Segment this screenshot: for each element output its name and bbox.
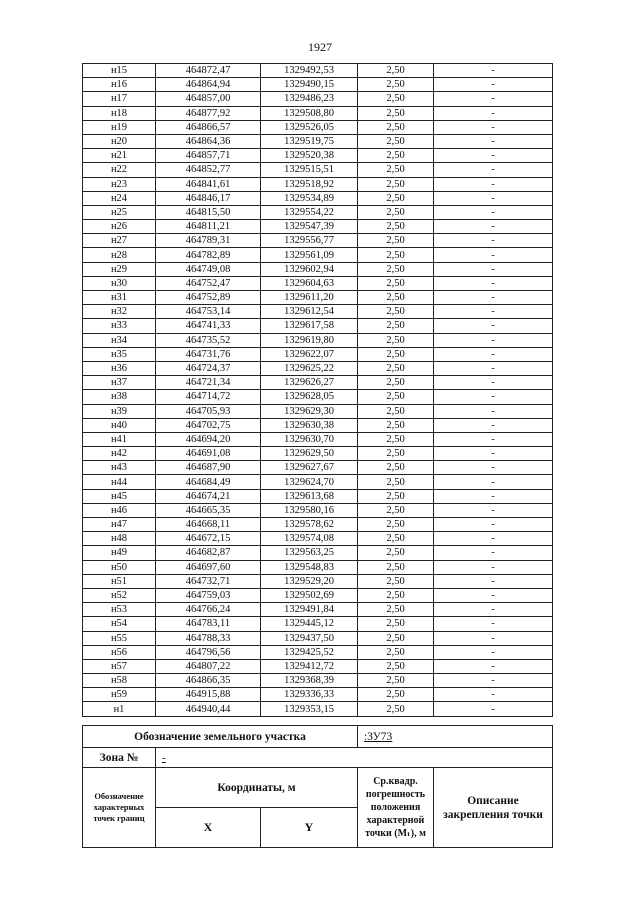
table-row bbox=[83, 574, 553, 588]
point-name: н56 bbox=[83, 645, 156, 659]
accuracy-value: 2,50 bbox=[358, 461, 434, 475]
description-value: - bbox=[434, 64, 553, 78]
description-value: - bbox=[434, 532, 553, 546]
page-number: 1927 bbox=[308, 40, 332, 54]
point-name: н30 bbox=[83, 276, 156, 290]
description-value: - bbox=[434, 106, 553, 120]
table-row bbox=[83, 588, 553, 602]
y-coordinate: 1329580,16 bbox=[261, 503, 358, 517]
y-coordinate: 1329519,75 bbox=[261, 134, 358, 148]
y-coordinate: 1329626,27 bbox=[261, 376, 358, 390]
table-row bbox=[83, 376, 553, 390]
table-row bbox=[83, 461, 553, 475]
x-coordinate: 464705,93 bbox=[156, 404, 261, 418]
coords-header: Координаты, м bbox=[156, 768, 358, 808]
table-row bbox=[83, 177, 553, 191]
point-name: н53 bbox=[83, 603, 156, 617]
accuracy-value: 2,50 bbox=[358, 617, 434, 631]
point-name: н49 bbox=[83, 546, 156, 560]
x-coordinate: 464815,50 bbox=[156, 205, 261, 219]
y-coordinate: 1329617,58 bbox=[261, 319, 358, 333]
table-row bbox=[83, 333, 553, 347]
accuracy-value: 2,50 bbox=[358, 518, 434, 532]
x-coordinate: 464866,57 bbox=[156, 120, 261, 134]
accuracy-header: Ср.квадр. погрешность положения характерной точки (Mₜ), м bbox=[358, 768, 434, 848]
table-row bbox=[83, 64, 553, 78]
description-value: - bbox=[434, 163, 553, 177]
table-row bbox=[83, 404, 553, 418]
accuracy-value: 2,50 bbox=[358, 78, 434, 92]
accuracy-value: 2,50 bbox=[358, 475, 434, 489]
description-value: - bbox=[434, 645, 553, 659]
x-header: X bbox=[156, 808, 261, 848]
point-name: н35 bbox=[83, 347, 156, 361]
parcel-table bbox=[82, 725, 553, 848]
description-value: - bbox=[434, 518, 553, 532]
accuracy-value: 2,50 bbox=[358, 177, 434, 191]
y-coordinate: 1329630,38 bbox=[261, 418, 358, 432]
accuracy-value: 2,50 bbox=[358, 191, 434, 205]
table-row bbox=[83, 659, 553, 673]
point-name: н59 bbox=[83, 688, 156, 702]
coordinates-table bbox=[82, 63, 553, 717]
accuracy-value: 2,50 bbox=[358, 163, 434, 177]
table-row bbox=[83, 106, 553, 120]
point-name: н50 bbox=[83, 560, 156, 574]
description-value: - bbox=[434, 489, 553, 503]
description-value: - bbox=[434, 319, 553, 333]
accuracy-value: 2,50 bbox=[358, 248, 434, 262]
x-coordinate: 464789,31 bbox=[156, 234, 261, 248]
x-coordinate: 464796,56 bbox=[156, 645, 261, 659]
y-coordinate: 1329534,89 bbox=[261, 191, 358, 205]
accuracy-value: 2,50 bbox=[358, 361, 434, 375]
y-coordinate: 1329368,39 bbox=[261, 674, 358, 688]
description-value: - bbox=[434, 404, 553, 418]
point-name: н47 bbox=[83, 518, 156, 532]
x-coordinate: 464807,22 bbox=[156, 659, 261, 673]
x-coordinate: 464672,15 bbox=[156, 532, 261, 546]
point-name: н16 bbox=[83, 78, 156, 92]
y-coordinate: 1329490,15 bbox=[261, 78, 358, 92]
accuracy-value: 2,50 bbox=[358, 134, 434, 148]
x-coordinate: 464915,88 bbox=[156, 688, 261, 702]
x-coordinate: 464788,33 bbox=[156, 631, 261, 645]
table-row bbox=[83, 191, 553, 205]
x-coordinate: 464687,90 bbox=[156, 461, 261, 475]
description-value: - bbox=[434, 291, 553, 305]
description-value: - bbox=[434, 333, 553, 347]
point-name: н44 bbox=[83, 475, 156, 489]
x-coordinate: 464731,76 bbox=[156, 347, 261, 361]
y-coordinate: 1329529,20 bbox=[261, 574, 358, 588]
x-coordinate: 464872,47 bbox=[156, 64, 261, 78]
x-coordinate: 464752,89 bbox=[156, 291, 261, 305]
accuracy-value: 2,50 bbox=[358, 603, 434, 617]
table-row bbox=[83, 291, 553, 305]
x-coordinate: 464857,00 bbox=[156, 92, 261, 106]
x-coordinate: 464877,92 bbox=[156, 106, 261, 120]
point-name: н37 bbox=[83, 376, 156, 390]
accuracy-value: 2,50 bbox=[358, 319, 434, 333]
description-value: - bbox=[434, 461, 553, 475]
y-coordinate: 1329502,69 bbox=[261, 588, 358, 602]
table-row bbox=[83, 234, 553, 248]
point-name: н51 bbox=[83, 574, 156, 588]
parcel-label: Обозначение земельного участка bbox=[83, 726, 358, 748]
point-name: н26 bbox=[83, 220, 156, 234]
accuracy-value: 2,50 bbox=[358, 390, 434, 404]
table-row bbox=[83, 418, 553, 432]
accuracy-value: 2,50 bbox=[358, 418, 434, 432]
table-row bbox=[83, 248, 553, 262]
y-coordinate: 1329613,68 bbox=[261, 489, 358, 503]
table-row bbox=[83, 546, 553, 560]
table-row bbox=[83, 120, 553, 134]
x-coordinate: 464940,44 bbox=[156, 702, 261, 716]
table-row bbox=[83, 603, 553, 617]
accuracy-value: 2,50 bbox=[358, 659, 434, 673]
accuracy-value: 2,50 bbox=[358, 234, 434, 248]
x-coordinate: 464697,60 bbox=[156, 560, 261, 574]
description-value: - bbox=[434, 134, 553, 148]
table-row bbox=[83, 134, 553, 148]
description-value: - bbox=[434, 276, 553, 290]
x-coordinate: 464766,24 bbox=[156, 603, 261, 617]
table-row bbox=[83, 447, 553, 461]
description-value: - bbox=[434, 560, 553, 574]
y-coordinate: 1329353,15 bbox=[261, 702, 358, 716]
y-coordinate: 1329622,07 bbox=[261, 347, 358, 361]
point-name: н40 bbox=[83, 418, 156, 432]
y-coordinate: 1329445,12 bbox=[261, 617, 358, 631]
description-value: - bbox=[434, 475, 553, 489]
y-coordinate: 1329628,05 bbox=[261, 390, 358, 404]
point-name: н39 bbox=[83, 404, 156, 418]
point-name: н17 bbox=[83, 92, 156, 106]
point-name: н45 bbox=[83, 489, 156, 503]
point-name: н29 bbox=[83, 262, 156, 276]
description-value: - bbox=[434, 688, 553, 702]
x-coordinate: 464864,36 bbox=[156, 134, 261, 148]
point-name: н15 bbox=[83, 64, 156, 78]
point-name: н43 bbox=[83, 461, 156, 475]
description-value: - bbox=[434, 702, 553, 716]
point-name: н38 bbox=[83, 390, 156, 404]
x-coordinate: 464741,33 bbox=[156, 319, 261, 333]
accuracy-value: 2,50 bbox=[358, 149, 434, 163]
y-coordinate: 1329611,20 bbox=[261, 291, 358, 305]
y-coordinate: 1329629,30 bbox=[261, 404, 358, 418]
table-row bbox=[83, 205, 553, 219]
point-name: н22 bbox=[83, 163, 156, 177]
parcel-value: :ЗУ73 bbox=[358, 726, 553, 748]
accuracy-value: 2,50 bbox=[358, 532, 434, 546]
y-coordinate: 1329412,72 bbox=[261, 659, 358, 673]
y-coordinate: 1329602,94 bbox=[261, 262, 358, 276]
table-row bbox=[83, 489, 553, 503]
point-header: Обозначение характерных точек границ bbox=[83, 768, 156, 848]
point-name: н54 bbox=[83, 617, 156, 631]
x-coordinate: 464857,71 bbox=[156, 149, 261, 163]
point-name: н1 bbox=[83, 702, 156, 716]
y-coordinate: 1329486,23 bbox=[261, 92, 358, 106]
accuracy-value: 2,50 bbox=[358, 688, 434, 702]
description-value: - bbox=[434, 305, 553, 319]
accuracy-value: 2,50 bbox=[358, 674, 434, 688]
description-value: - bbox=[434, 78, 553, 92]
accuracy-value: 2,50 bbox=[358, 262, 434, 276]
x-coordinate: 464866,35 bbox=[156, 674, 261, 688]
description-value: - bbox=[434, 659, 553, 673]
point-name: н42 bbox=[83, 447, 156, 461]
description-value: - bbox=[434, 588, 553, 602]
accuracy-value: 2,50 bbox=[358, 702, 434, 716]
table-row bbox=[83, 220, 553, 234]
accuracy-value: 2,50 bbox=[358, 376, 434, 390]
y-coordinate: 1329520,38 bbox=[261, 149, 358, 163]
accuracy-value: 2,50 bbox=[358, 645, 434, 659]
zone-label: Зона № bbox=[83, 748, 156, 768]
x-coordinate: 464783,11 bbox=[156, 617, 261, 631]
point-name: н57 bbox=[83, 659, 156, 673]
table-row bbox=[83, 361, 553, 375]
point-name: н18 bbox=[83, 106, 156, 120]
description-value: - bbox=[434, 234, 553, 248]
y-coordinate: 1329561,09 bbox=[261, 248, 358, 262]
accuracy-value: 2,50 bbox=[358, 404, 434, 418]
x-coordinate: 464674,21 bbox=[156, 489, 261, 503]
x-coordinate: 464721,34 bbox=[156, 376, 261, 390]
table-row bbox=[83, 92, 553, 106]
table-row bbox=[83, 262, 553, 276]
x-coordinate: 464749,08 bbox=[156, 262, 261, 276]
x-coordinate: 464702,75 bbox=[156, 418, 261, 432]
description-value: - bbox=[434, 205, 553, 219]
description-value: - bbox=[434, 248, 553, 262]
description-value: - bbox=[434, 432, 553, 446]
x-coordinate: 464846,17 bbox=[156, 191, 261, 205]
x-coordinate: 464811,21 bbox=[156, 220, 261, 234]
x-coordinate: 464753,14 bbox=[156, 305, 261, 319]
accuracy-value: 2,50 bbox=[358, 546, 434, 560]
y-coordinate: 1329556,77 bbox=[261, 234, 358, 248]
x-coordinate: 464691,08 bbox=[156, 447, 261, 461]
point-name: н27 bbox=[83, 234, 156, 248]
description-value: - bbox=[434, 92, 553, 106]
description-value: - bbox=[434, 418, 553, 432]
y-coordinate: 1329625,22 bbox=[261, 361, 358, 375]
description-value: - bbox=[434, 120, 553, 134]
table-row bbox=[83, 78, 553, 92]
accuracy-value: 2,50 bbox=[358, 347, 434, 361]
description-value: - bbox=[434, 361, 553, 375]
accuracy-value: 2,50 bbox=[358, 106, 434, 120]
point-name: н19 bbox=[83, 120, 156, 134]
point-name: н28 bbox=[83, 248, 156, 262]
table-row bbox=[83, 560, 553, 574]
point-name: н23 bbox=[83, 177, 156, 191]
description-value: - bbox=[434, 617, 553, 631]
table-row bbox=[83, 432, 553, 446]
x-coordinate: 464759,03 bbox=[156, 588, 261, 602]
y-coordinate: 1329491,84 bbox=[261, 603, 358, 617]
y-coordinate: 1329619,80 bbox=[261, 333, 358, 347]
description-value: - bbox=[434, 503, 553, 517]
accuracy-value: 2,50 bbox=[358, 503, 434, 517]
y-coordinate: 1329604,63 bbox=[261, 276, 358, 290]
x-coordinate: 464694,20 bbox=[156, 432, 261, 446]
point-name: н34 bbox=[83, 333, 156, 347]
point-name: н32 bbox=[83, 305, 156, 319]
point-name: н41 bbox=[83, 432, 156, 446]
accuracy-value: 2,50 bbox=[358, 489, 434, 503]
table-row bbox=[83, 645, 553, 659]
table-row bbox=[83, 347, 553, 361]
table-row bbox=[83, 674, 553, 688]
y-coordinate: 1329425,52 bbox=[261, 645, 358, 659]
y-coordinate: 1329629,50 bbox=[261, 447, 358, 461]
description-value: - bbox=[434, 220, 553, 234]
table-row bbox=[83, 631, 553, 645]
description-value: - bbox=[434, 674, 553, 688]
x-coordinate: 464684,49 bbox=[156, 475, 261, 489]
point-name: н33 bbox=[83, 319, 156, 333]
description-value: - bbox=[434, 603, 553, 617]
y-coordinate: 1329627,67 bbox=[261, 461, 358, 475]
y-coordinate: 1329508,80 bbox=[261, 106, 358, 120]
x-coordinate: 464724,37 bbox=[156, 361, 261, 375]
y-coordinate: 1329578,62 bbox=[261, 518, 358, 532]
accuracy-value: 2,50 bbox=[358, 588, 434, 602]
point-name: н46 bbox=[83, 503, 156, 517]
accuracy-value: 2,50 bbox=[358, 560, 434, 574]
accuracy-value: 2,50 bbox=[358, 276, 434, 290]
point-name: н36 bbox=[83, 361, 156, 375]
table-row bbox=[83, 532, 553, 546]
y-coordinate: 1329612,54 bbox=[261, 305, 358, 319]
y-header: Y bbox=[261, 808, 358, 848]
x-coordinate: 464714,72 bbox=[156, 390, 261, 404]
description-value: - bbox=[434, 149, 553, 163]
point-name: н24 bbox=[83, 191, 156, 205]
table-row bbox=[83, 518, 553, 532]
accuracy-value: 2,50 bbox=[358, 291, 434, 305]
table-row bbox=[83, 276, 553, 290]
table-row bbox=[83, 305, 553, 319]
y-coordinate: 1329624,70 bbox=[261, 475, 358, 489]
y-coordinate: 1329518,92 bbox=[261, 177, 358, 191]
x-coordinate: 464752,47 bbox=[156, 276, 261, 290]
accuracy-value: 2,50 bbox=[358, 305, 434, 319]
y-coordinate: 1329630,70 bbox=[261, 432, 358, 446]
y-coordinate: 1329547,39 bbox=[261, 220, 358, 234]
accuracy-value: 2,50 bbox=[358, 220, 434, 234]
y-coordinate: 1329563,25 bbox=[261, 546, 358, 560]
accuracy-value: 2,50 bbox=[358, 92, 434, 106]
table-row bbox=[83, 702, 553, 716]
point-name: н55 bbox=[83, 631, 156, 645]
description-value: - bbox=[434, 574, 553, 588]
y-coordinate: 1329437,50 bbox=[261, 631, 358, 645]
y-coordinate: 1329574,08 bbox=[261, 532, 358, 546]
description-value: - bbox=[434, 177, 553, 191]
accuracy-value: 2,50 bbox=[358, 120, 434, 134]
description-value: - bbox=[434, 191, 553, 205]
table-row bbox=[83, 475, 553, 489]
description-value: - bbox=[434, 262, 553, 276]
accuracy-value: 2,50 bbox=[358, 574, 434, 588]
point-name: н52 bbox=[83, 588, 156, 602]
coordinates-table-body bbox=[83, 64, 553, 717]
table-row bbox=[83, 617, 553, 631]
point-name: н25 bbox=[83, 205, 156, 219]
x-coordinate: 464668,11 bbox=[156, 518, 261, 532]
point-name: н31 bbox=[83, 291, 156, 305]
zone-value: - bbox=[156, 748, 553, 768]
x-coordinate: 464841,61 bbox=[156, 177, 261, 191]
description-value: - bbox=[434, 390, 553, 404]
table-row bbox=[83, 688, 553, 702]
description-value: - bbox=[434, 631, 553, 645]
accuracy-value: 2,50 bbox=[358, 64, 434, 78]
y-coordinate: 1329492,53 bbox=[261, 64, 358, 78]
description-value: - bbox=[434, 447, 553, 461]
x-coordinate: 464665,35 bbox=[156, 503, 261, 517]
point-name: н21 bbox=[83, 149, 156, 163]
y-coordinate: 1329336,33 bbox=[261, 688, 358, 702]
point-name: н20 bbox=[83, 134, 156, 148]
description-value: - bbox=[434, 347, 553, 361]
description-value: - bbox=[434, 376, 553, 390]
x-coordinate: 464682,87 bbox=[156, 546, 261, 560]
accuracy-value: 2,50 bbox=[358, 333, 434, 347]
x-coordinate: 464735,52 bbox=[156, 333, 261, 347]
table-row bbox=[83, 319, 553, 333]
accuracy-value: 2,50 bbox=[358, 432, 434, 446]
table-row bbox=[83, 149, 553, 163]
y-coordinate: 1329554,22 bbox=[261, 205, 358, 219]
x-coordinate: 464732,71 bbox=[156, 574, 261, 588]
x-coordinate: 464782,89 bbox=[156, 248, 261, 262]
x-coordinate: 464852,77 bbox=[156, 163, 261, 177]
table-row bbox=[83, 163, 553, 177]
table-row bbox=[83, 503, 553, 517]
point-name: н58 bbox=[83, 674, 156, 688]
point-name: н48 bbox=[83, 532, 156, 546]
y-coordinate: 1329515,51 bbox=[261, 163, 358, 177]
description-value: - bbox=[434, 546, 553, 560]
y-coordinate: 1329526,05 bbox=[261, 120, 358, 134]
table-row bbox=[83, 390, 553, 404]
y-coordinate: 1329548,83 bbox=[261, 560, 358, 574]
description-header: Описание закрепления точки bbox=[434, 768, 553, 848]
accuracy-value: 2,50 bbox=[358, 205, 434, 219]
accuracy-value: 2,50 bbox=[358, 631, 434, 645]
accuracy-value: 2,50 bbox=[358, 447, 434, 461]
x-coordinate: 464864,94 bbox=[156, 78, 261, 92]
